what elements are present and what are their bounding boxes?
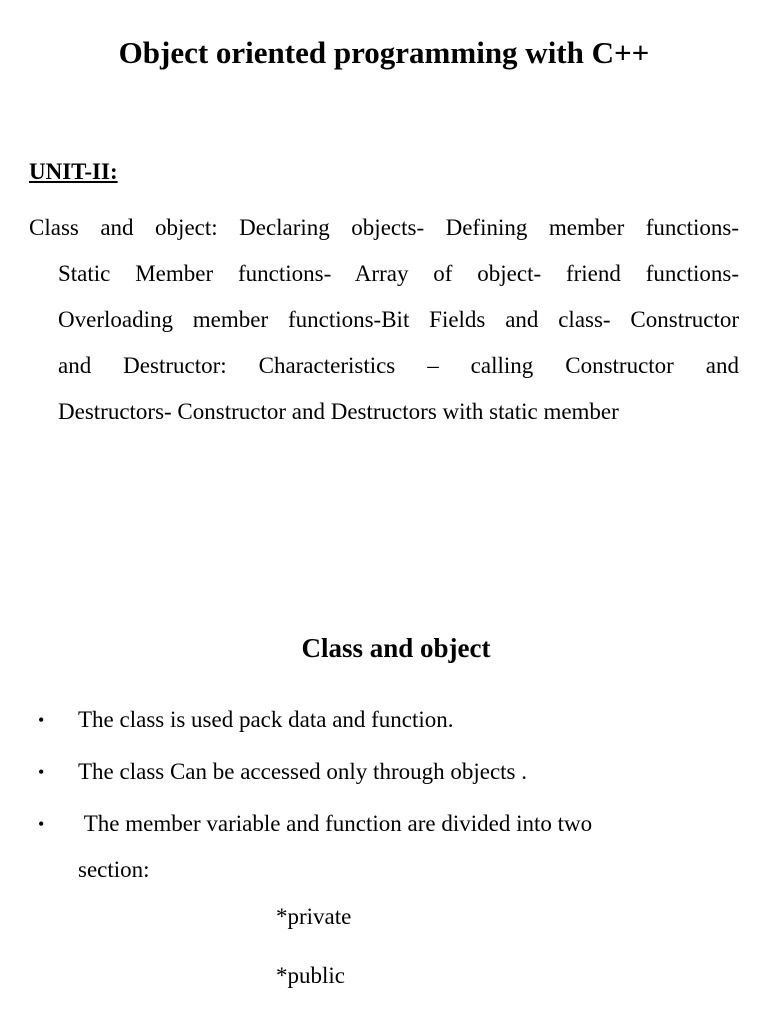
syllabus-line: Class and object: Declaring objects- Defining member functions- [29,215,739,240]
syllabus-line: and Destructor: Characteristics – calling Constructor and [58,353,739,378]
document-title: Object oriented programming with C++ [118,35,650,70]
access-specifier-public: *public [276,963,345,988]
bullet-item [0,801,768,893]
syllabus-paragraph [29,205,739,435]
bullet-icon: • [38,814,45,834]
bullet-text: The class is used pack data and function. [78,707,454,732]
bullet-text: The class Can be accessed only through objects . [78,759,528,784]
syllabus-line: Overloading member functions-Bit Fields and class- Constructor [58,307,739,332]
bullet-icon: • [38,762,45,782]
syllabus-line: Destructors- Constructor and Destructors with static member [58,399,619,424]
access-specifier-private: *private [276,904,352,929]
bullet-item [0,749,768,795]
bullet-list [0,697,768,899]
bullet-icon: • [38,710,45,730]
syllabus-line: Static Member functions- Array of object- friend functions- [58,261,739,286]
bullet-item [0,697,768,743]
section-heading: Class and object [301,633,491,663]
unit-heading: UNIT-II: [29,159,118,184]
bullet-text: The member variable and function are divided into two section: [78,811,598,882]
